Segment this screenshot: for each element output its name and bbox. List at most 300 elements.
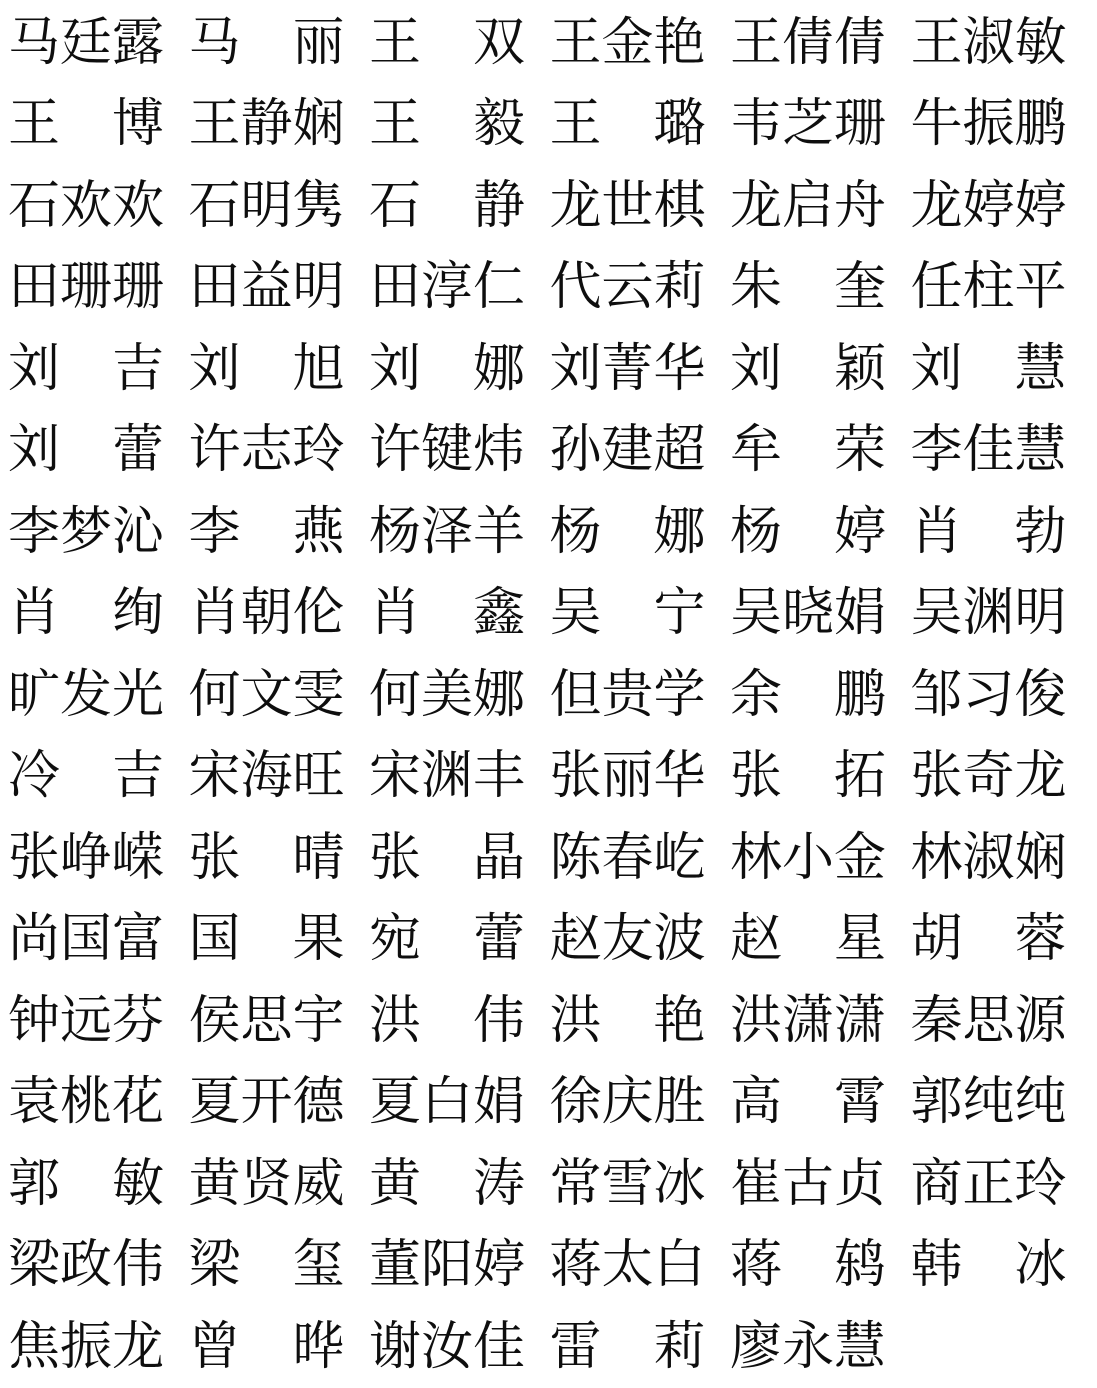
name-character: 韦 xyxy=(730,94,783,155)
person-name xyxy=(369,583,525,644)
name-character: 友 xyxy=(601,909,654,970)
person-name xyxy=(369,12,525,73)
name-character: 焦 xyxy=(8,1316,61,1377)
roster-cell xyxy=(369,909,550,970)
roster-cell xyxy=(549,420,731,481)
name-character: 冰 xyxy=(1014,1235,1067,1296)
name-character: 艳 xyxy=(653,990,706,1051)
name-character: 羊 xyxy=(473,501,526,562)
person-name xyxy=(730,990,887,1051)
roster-cell xyxy=(730,909,911,970)
name-character: 柱 xyxy=(962,257,1015,318)
name-character: 肖 xyxy=(8,583,61,644)
name-character: 莉 xyxy=(653,257,706,318)
name-character: 海 xyxy=(240,746,293,807)
person-name xyxy=(8,1072,165,1133)
name-character: 胜 xyxy=(653,1072,706,1133)
roster-cell xyxy=(730,338,911,399)
name-character: 尚 xyxy=(8,909,61,970)
roster-cell xyxy=(369,664,550,725)
name-character: 娜 xyxy=(472,338,525,399)
name-character: 春 xyxy=(601,827,654,888)
name-character: 洪 xyxy=(369,990,422,1051)
person-name xyxy=(8,827,165,888)
name-character: 吉 xyxy=(111,746,164,807)
name-character: 慧 xyxy=(1014,338,1067,399)
name-character: 吴 xyxy=(730,583,783,644)
person-name xyxy=(910,12,1067,73)
name-character: 李 xyxy=(910,420,963,481)
roster-cell xyxy=(549,827,731,888)
person-name xyxy=(730,257,886,318)
name-character: 鹏 xyxy=(1014,94,1067,155)
person-name xyxy=(8,1235,165,1296)
name-character: 光 xyxy=(112,664,165,725)
name-character: 秦 xyxy=(910,990,963,1051)
name-character: 杨 xyxy=(730,501,783,562)
roster-cell xyxy=(188,257,370,318)
name-character: 倩 xyxy=(782,12,835,73)
name-character: 丽 xyxy=(601,746,654,807)
name-character: 金 xyxy=(601,12,654,73)
name-character: 龙 xyxy=(730,175,783,236)
person-name xyxy=(188,1153,345,1214)
roster-cell xyxy=(730,175,911,236)
name-character: 静 xyxy=(240,94,293,155)
roster-cell xyxy=(8,175,189,236)
person-name xyxy=(8,257,165,318)
person-name xyxy=(730,1153,887,1214)
name-character: 白 xyxy=(653,1235,706,1296)
person-name xyxy=(549,1072,706,1133)
roster-cell xyxy=(369,175,550,236)
name-character: 田 xyxy=(188,257,241,318)
roster-cell xyxy=(8,420,189,481)
person-name xyxy=(549,1316,706,1377)
roster-cell xyxy=(910,175,1092,236)
name-character: 王 xyxy=(369,94,422,155)
name-character: 张 xyxy=(8,827,61,888)
person-name xyxy=(910,420,1067,481)
roster-cell xyxy=(188,1153,370,1214)
name-character: 习 xyxy=(962,664,1015,725)
name-character: 梁 xyxy=(8,1235,61,1296)
person-name xyxy=(730,12,887,73)
person-name xyxy=(549,664,706,725)
name-character: 杨 xyxy=(369,501,422,562)
name-character: 夏 xyxy=(369,1072,422,1133)
roster-cell xyxy=(369,338,550,399)
person-name xyxy=(369,257,526,318)
name-character: 启 xyxy=(782,175,835,236)
name-character: 平 xyxy=(1014,257,1067,318)
name-character: 云 xyxy=(601,257,654,318)
name-character: 双 xyxy=(472,12,525,73)
name-character: 建 xyxy=(601,420,654,481)
roster-cell xyxy=(549,1316,731,1377)
name-character: 桃 xyxy=(60,1072,113,1133)
person-name xyxy=(8,1153,164,1214)
name-character: 曾 xyxy=(188,1316,241,1377)
name-character: 梁 xyxy=(188,1235,241,1296)
roster-cell xyxy=(8,94,189,155)
roster-cell xyxy=(549,583,731,644)
roster-cell xyxy=(730,501,911,562)
person-name xyxy=(369,1316,526,1377)
roster-cell xyxy=(730,1072,911,1133)
person-name xyxy=(910,583,1067,644)
person-name xyxy=(910,1153,1067,1214)
roster-cell xyxy=(730,94,911,155)
roster-cell xyxy=(369,1235,550,1296)
roster-cell xyxy=(188,1072,370,1133)
person-name xyxy=(910,338,1067,399)
name-character: 思 xyxy=(962,990,1015,1051)
person-name xyxy=(369,94,525,155)
name-character: 丰 xyxy=(473,746,526,807)
name-character: 任 xyxy=(910,257,963,318)
name-character: 玺 xyxy=(292,1235,345,1296)
name-character: 汝 xyxy=(421,1316,474,1377)
name-character: 郭 xyxy=(8,1153,61,1214)
roster-cell xyxy=(369,501,550,562)
name-character: 珊 xyxy=(60,257,113,318)
roster-cell xyxy=(910,909,1092,970)
roster-cell xyxy=(188,1235,370,1296)
name-character: 肖 xyxy=(910,501,963,562)
roster-cell xyxy=(549,501,731,562)
person-name xyxy=(730,1235,886,1296)
name-character: 绚 xyxy=(111,583,164,644)
name-character: 马 xyxy=(8,12,61,73)
person-name xyxy=(8,338,164,399)
name-character: 德 xyxy=(292,1072,345,1133)
name-character: 敏 xyxy=(1014,12,1067,73)
name-character: 龙 xyxy=(112,1316,165,1377)
name-character: 蒋 xyxy=(549,1235,602,1296)
person-name xyxy=(8,746,164,807)
person-name xyxy=(188,175,345,236)
roster-cell xyxy=(8,1316,189,1377)
name-character: 颖 xyxy=(833,338,886,399)
name-character: 宛 xyxy=(369,909,422,970)
name-character: 国 xyxy=(188,909,241,970)
person-name xyxy=(188,909,345,970)
person-name xyxy=(910,746,1067,807)
roster-cell xyxy=(730,664,911,725)
name-character: 超 xyxy=(653,420,706,481)
roster-cell xyxy=(549,257,731,318)
name-character: 晔 xyxy=(292,1316,345,1377)
name-character: 刘 xyxy=(188,338,241,399)
name-character: 侯 xyxy=(188,990,241,1051)
person-name xyxy=(188,12,345,73)
name-character: 永 xyxy=(782,1316,835,1377)
name-character: 黄 xyxy=(369,1153,422,1214)
name-character: 振 xyxy=(60,1316,113,1377)
person-name xyxy=(910,664,1067,725)
name-character: 石 xyxy=(188,175,241,236)
person-name xyxy=(188,501,345,562)
person-name xyxy=(730,664,886,725)
name-character: 娴 xyxy=(1014,827,1067,888)
person-name xyxy=(910,1235,1067,1296)
name-character: 肖 xyxy=(188,583,241,644)
roster-cell xyxy=(549,664,731,725)
name-character: 璐 xyxy=(653,94,706,155)
person-name xyxy=(8,175,165,236)
name-character: 吴 xyxy=(549,583,602,644)
name-character: 婷 xyxy=(962,175,1015,236)
name-character: 宋 xyxy=(188,746,241,807)
name-character: 源 xyxy=(1014,990,1067,1051)
roster-cell xyxy=(188,12,370,73)
name-character: 廖 xyxy=(730,1316,783,1377)
name-character: 政 xyxy=(60,1235,113,1296)
name-character: 泽 xyxy=(421,501,474,562)
roster-cell xyxy=(730,583,911,644)
name-character: 博 xyxy=(111,94,164,155)
person-name xyxy=(369,990,525,1051)
roster-cell xyxy=(910,664,1092,725)
name-character: 燕 xyxy=(292,501,345,562)
name-character: 毅 xyxy=(472,94,525,155)
person-name xyxy=(730,501,886,562)
name-character: 奇 xyxy=(962,746,1015,807)
roster-cell xyxy=(910,827,1092,888)
name-character: 刘 xyxy=(369,338,422,399)
person-name xyxy=(369,827,525,888)
person-name xyxy=(549,1235,706,1296)
person-name xyxy=(369,746,526,807)
person-name xyxy=(188,94,345,155)
person-name xyxy=(8,501,165,562)
roster-cell xyxy=(8,1235,189,1296)
name-character: 许 xyxy=(188,420,241,481)
roster-cell xyxy=(730,257,911,318)
person-name xyxy=(730,338,886,399)
name-character: 白 xyxy=(421,1072,474,1133)
roster-cell xyxy=(188,827,370,888)
name-character: 肖 xyxy=(369,583,422,644)
roster-cell xyxy=(188,990,370,1051)
person-name xyxy=(549,827,706,888)
name-character: 仁 xyxy=(473,257,526,318)
name-character: 冷 xyxy=(8,746,61,807)
name-character: 商 xyxy=(910,1153,963,1214)
name-character: 廷 xyxy=(60,12,113,73)
name-character: 余 xyxy=(730,664,783,725)
name-character: 龙 xyxy=(910,175,963,236)
name-character: 杨 xyxy=(549,501,602,562)
name-character: 娟 xyxy=(473,1072,526,1133)
person-name xyxy=(188,990,345,1051)
name-character: 张 xyxy=(369,827,422,888)
name-character: 慧 xyxy=(1014,420,1067,481)
name-character: 婷 xyxy=(473,1235,526,1296)
person-name xyxy=(8,12,165,73)
roster-cell xyxy=(549,1072,731,1133)
name-character: 郭 xyxy=(910,1072,963,1133)
name-character: 张 xyxy=(188,827,241,888)
roster-cell xyxy=(188,338,370,399)
name-character: 俊 xyxy=(1014,664,1067,725)
name-character: 王 xyxy=(910,12,963,73)
person-name xyxy=(730,420,886,481)
roster-cell xyxy=(910,12,1092,73)
name-character: 吴 xyxy=(910,583,963,644)
name-character: 奎 xyxy=(833,257,886,318)
name-character: 邹 xyxy=(910,664,963,725)
name-character: 涛 xyxy=(472,1153,525,1214)
name-character: 娟 xyxy=(834,583,887,644)
name-character: 刘 xyxy=(549,338,602,399)
roster-cell xyxy=(730,1235,911,1296)
person-name xyxy=(910,501,1067,562)
name-character: 晴 xyxy=(292,827,345,888)
name-character: 华 xyxy=(653,746,706,807)
person-name xyxy=(369,1153,525,1214)
name-character: 龙 xyxy=(1014,746,1067,807)
name-character: 露 xyxy=(112,12,165,73)
name-character: 华 xyxy=(653,338,706,399)
name-character: 洪 xyxy=(730,990,783,1051)
name-character: 但 xyxy=(549,664,602,725)
name-character: 正 xyxy=(962,1153,1015,1214)
name-character: 旷 xyxy=(8,664,61,725)
roster-cell xyxy=(549,1235,731,1296)
roster-cell xyxy=(549,746,731,807)
roster-cell xyxy=(369,257,550,318)
person-name xyxy=(8,909,165,970)
roster-cell xyxy=(910,501,1092,562)
name-character: 纯 xyxy=(962,1072,1015,1133)
name-character: 刘 xyxy=(730,338,783,399)
name-character: 屹 xyxy=(653,827,706,888)
roster-cell xyxy=(369,990,550,1051)
name-character: 沁 xyxy=(112,501,165,562)
name-character: 石 xyxy=(8,175,61,236)
name-character: 静 xyxy=(472,175,525,236)
name-character: 世 xyxy=(601,175,654,236)
person-name xyxy=(730,583,887,644)
roster-cell xyxy=(8,257,189,318)
name-character: 纯 xyxy=(1014,1072,1067,1133)
roster-cell xyxy=(730,12,911,73)
roster-cell xyxy=(8,501,189,562)
person-name xyxy=(549,175,706,236)
roster-cell xyxy=(549,338,731,399)
name-character: 倩 xyxy=(834,12,887,73)
name-character: 何 xyxy=(369,664,422,725)
name-character: 贞 xyxy=(834,1153,887,1214)
person-name xyxy=(188,746,345,807)
person-name xyxy=(549,1153,706,1214)
name-character: 阳 xyxy=(421,1235,474,1296)
person-name xyxy=(369,420,526,481)
name-character: 炜 xyxy=(473,420,526,481)
roster-cell xyxy=(369,94,550,155)
name-character: 张 xyxy=(730,746,783,807)
roster-cell xyxy=(910,583,1092,644)
name-character: 韩 xyxy=(910,1235,963,1296)
name-character: 贤 xyxy=(240,1153,293,1214)
name-character: 王 xyxy=(549,94,602,155)
name-character: 发 xyxy=(60,664,113,725)
name-character: 佳 xyxy=(473,1316,526,1377)
roster-cell xyxy=(549,12,731,73)
name-character: 隽 xyxy=(292,175,345,236)
name-character: 鑫 xyxy=(472,583,525,644)
name-character: 董 xyxy=(369,1235,422,1296)
roster-cell xyxy=(910,1153,1092,1214)
name-character: 芝 xyxy=(782,94,835,155)
name-character: 娜 xyxy=(473,664,526,725)
name-character: 开 xyxy=(240,1072,293,1133)
name-character: 明 xyxy=(240,175,293,236)
person-name xyxy=(369,338,525,399)
roster-cell xyxy=(8,1072,189,1133)
name-character: 洪 xyxy=(549,990,602,1051)
person-name xyxy=(730,1072,886,1133)
name-character: 宇 xyxy=(292,990,345,1051)
roster-cell xyxy=(369,1316,550,1377)
name-character: 珊 xyxy=(112,257,165,318)
name-character: 拓 xyxy=(833,746,886,807)
name-character: 何 xyxy=(188,664,241,725)
roster-cell xyxy=(369,827,550,888)
person-name xyxy=(188,1316,345,1377)
roster-cell xyxy=(369,12,550,73)
name-character: 吉 xyxy=(111,338,164,399)
name-character: 艳 xyxy=(653,12,706,73)
person-name xyxy=(910,909,1067,970)
roster-cell xyxy=(910,1235,1092,1296)
name-character: 张 xyxy=(910,746,963,807)
person-name xyxy=(188,338,345,399)
roster-cell xyxy=(188,746,370,807)
name-character: 赵 xyxy=(730,909,783,970)
roster-cell xyxy=(8,338,189,399)
roster-cell xyxy=(910,746,1092,807)
name-character: 朱 xyxy=(730,257,783,318)
name-character: 陈 xyxy=(549,827,602,888)
person-name xyxy=(8,94,164,155)
name-character: 许 xyxy=(369,420,422,481)
roster-cell xyxy=(8,746,189,807)
person-name xyxy=(910,175,1067,236)
person-name xyxy=(910,257,1067,318)
name-character: 李 xyxy=(8,501,61,562)
roster-cell xyxy=(549,1153,731,1214)
person-name xyxy=(369,501,526,562)
name-character: 文 xyxy=(240,664,293,725)
roster-cell xyxy=(8,990,189,1051)
roster-cell xyxy=(730,1153,911,1214)
name-character: 田 xyxy=(369,257,422,318)
roster-cell xyxy=(910,257,1092,318)
roster-cell xyxy=(910,338,1092,399)
person-name xyxy=(730,827,887,888)
person-name xyxy=(730,746,886,807)
person-name xyxy=(910,1072,1067,1133)
name-character: 鹏 xyxy=(833,664,886,725)
name-character: 蓉 xyxy=(1014,909,1067,970)
name-character: 古 xyxy=(782,1153,835,1214)
person-name xyxy=(369,1235,526,1296)
roster-cell xyxy=(549,990,731,1051)
roster-cell xyxy=(188,175,370,236)
